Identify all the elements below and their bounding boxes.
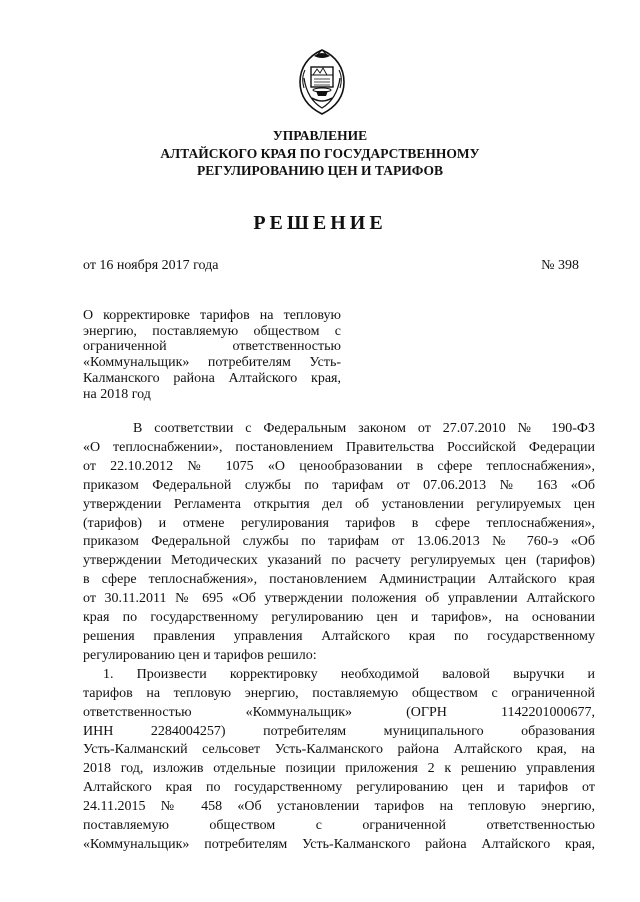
org-line-2: АЛТАЙСКОГО КРАЯ ПО ГОСУДАРСТВЕННОМУ [160, 145, 480, 161]
body-line: края по государственному регулированию цен и тарифов», на основании [83, 610, 595, 626]
body-line: утверждении Методических указаний по расчету регулируемых цен (тарифов) [83, 553, 595, 569]
body-line: 2018 год, изложив отдельные позиции приложения 2 к решению управления [83, 761, 595, 777]
document-body [83, 420, 595, 855]
subject-line: на 2018 год [83, 386, 151, 402]
body-line: Усть-Калманский сельсовет Усть-Калманского района Алтайского края, на [83, 742, 595, 758]
body-line: 24.11.2015 № 458 «Об установлении тарифов на тепловую энергию, [83, 799, 595, 815]
body-line: от 22.10.2012 № 1075 «О ценообразовании в сфере теплоснабжения», [83, 458, 595, 474]
body-line: решения правления управления Алтайского края по государственному [83, 628, 595, 644]
body-line: тарифов на тепловую энергию, поставляемую обществом с ограниченной [83, 685, 595, 701]
body-line: «Коммунальщик» потребителям Усть-Калманского района Алтайского края, [83, 836, 595, 852]
subject-line: Калманского района Алтайского края, [83, 370, 341, 386]
subject-line: энергию, поставляемую обществом с [83, 323, 341, 339]
body-line: 1. Произвести корректировку необходимой валовой выручки и [103, 666, 595, 682]
body-line: утверждении Регламента открытия дел об установлении регулируемых цен [83, 496, 595, 512]
document-date: от 16 ноября 2017 года [83, 258, 219, 273]
body-line: от 30.11.2011 № 695 «Об утверждении положения об управлении Алтайского [83, 591, 595, 607]
body-line: в сфере теплоснабжения», постановлением Администрации Алтайского края [83, 572, 595, 588]
body-line: регулированию цен и тарифов решило: [83, 647, 317, 663]
subject-line: «Коммунальщик» потребителям Усть- [83, 355, 341, 371]
organization-name [40, 127, 600, 180]
body-line: приказом Федеральной службы по тарифам от 07.06.2013 № 163 «Об [83, 477, 595, 493]
body-line: (тарифов) и отмене регулирования тарифов в сфере теплоснабжения», [83, 515, 595, 531]
body-line: В соответствии с Федеральным законом от 27.07.2010 № 190-ФЗ [133, 421, 595, 436]
document-title: РЕШЕНИЕ [253, 212, 387, 234]
body-line: поставляемую обществом с ограниченной ответственностью [83, 818, 595, 834]
subject-line: ограниченной ответственностью [83, 339, 341, 355]
org-line-1: УПРАВЛЕНИЕ [272, 128, 368, 143]
body-line: «О теплоснабжении», постановлением Правительства Российской Федерации [83, 439, 595, 455]
body-line: Алтайского края по государственному регулированию цен и тарифов от [83, 780, 595, 796]
body-line: приказом Федеральной службы по тарифам от 13.06.2013 № 760-э «Об [83, 534, 595, 550]
org-line-3: РЕГУЛИРОВАНИЮ ЦЕН И ТАРИФОВ [196, 163, 444, 178]
body-line: ИНН 2284004257) потребителям муниципального образования [83, 723, 595, 739]
body-line: ответственностью «Коммунальщик» (ОГРН 1142201000677, [83, 704, 595, 720]
coat-of-arms-emblem [294, 48, 350, 116]
subject-line: О корректировке тарифов на тепловую [83, 308, 341, 323]
document-number: № 398 [541, 258, 579, 273]
document-subject [83, 308, 341, 402]
